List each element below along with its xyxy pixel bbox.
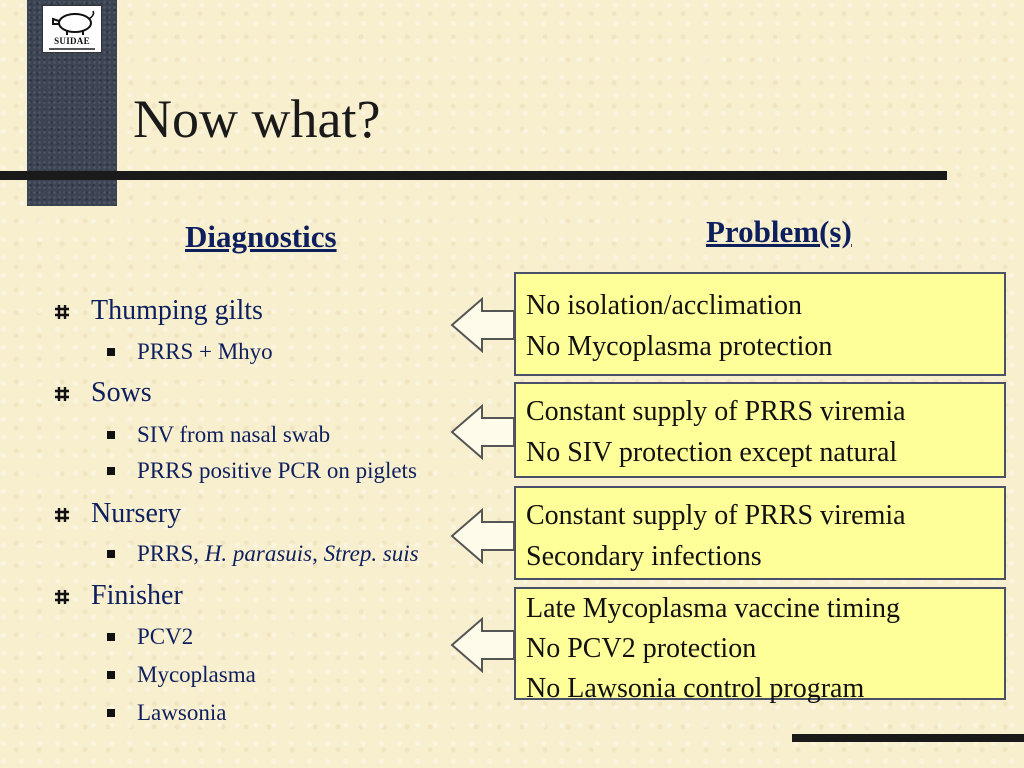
- diagnostic-item: PCV2: [137, 624, 194, 649]
- hash-bullet-icon: [54, 304, 70, 320]
- problem-line: No Lawsonia control program: [526, 673, 865, 704]
- hash-bullet-icon: [54, 507, 70, 523]
- problem-box: [514, 382, 1006, 478]
- diagnostic-finisher: Finisher: [91, 580, 183, 611]
- problem-line: Late Mycoplasma vaccine timing: [526, 593, 900, 624]
- logo-text: SUIDAE: [54, 36, 90, 46]
- nursery-separator: ,: [312, 541, 324, 566]
- diagnostic-item: [137, 540, 419, 568]
- left-arrow-icon: [450, 404, 516, 460]
- problem-line: No Mycoplasma protection: [526, 331, 833, 362]
- nursery-organism-1: H. parasuis: [204, 541, 313, 566]
- problem-box: [514, 587, 1006, 704]
- nursery-prefix: PRRS,: [137, 541, 205, 566]
- nursery-organism-2: Strep. suis: [323, 541, 419, 566]
- diagnostics-heading: Diagnostics: [185, 219, 337, 254]
- slide-title: Now what?: [133, 89, 381, 149]
- diagnostic-item: PRRS + Mhyo: [137, 339, 273, 364]
- diagnostic-sows: Sows: [91, 377, 152, 408]
- problems-heading: Problem(s): [706, 214, 852, 249]
- square-bullet-icon: [107, 709, 115, 717]
- problem-line: No isolation/acclimation: [526, 290, 803, 321]
- problem-box: [514, 272, 1006, 376]
- title-divider: [0, 171, 947, 180]
- hash-bullet-icon: [54, 386, 70, 402]
- diagnostic-item: Mycoplasma: [137, 662, 256, 687]
- square-bullet-icon: [107, 431, 115, 439]
- diagnostic-nursery: Nursery: [91, 498, 182, 529]
- diagnostic-thumping-gilts: Thumping gilts: [91, 295, 263, 326]
- left-arrow-icon: [450, 297, 516, 353]
- diagnostic-item: SIV from nasal swab: [137, 422, 331, 447]
- problem-line: No PCV2 protection: [526, 633, 757, 664]
- left-arrow-icon: [450, 617, 516, 673]
- square-bullet-icon: [107, 550, 115, 558]
- left-arrow-icon: [450, 508, 516, 564]
- diagnostic-item: Lawsonia: [137, 700, 227, 725]
- problem-box: [514, 486, 1006, 580]
- problem-line: No SIV protection except natural: [526, 437, 898, 468]
- diagnostic-item: PRRS positive PCR on piglets: [137, 458, 417, 483]
- square-bullet-icon: [107, 467, 115, 475]
- logo-underline: [49, 48, 95, 50]
- square-bullet-icon: [107, 633, 115, 641]
- hash-bullet-icon: [54, 589, 70, 605]
- square-bullet-icon: [107, 671, 115, 679]
- problem-line: Constant supply of PRRS viremia: [526, 396, 906, 427]
- suidae-logo: [42, 5, 102, 53]
- square-bullet-icon: [107, 348, 115, 356]
- footer-divider: [792, 734, 1024, 742]
- problem-line: Constant supply of PRRS viremia: [526, 500, 906, 531]
- problem-line: Secondary infections: [526, 541, 762, 572]
- pig-icon: [49, 9, 97, 37]
